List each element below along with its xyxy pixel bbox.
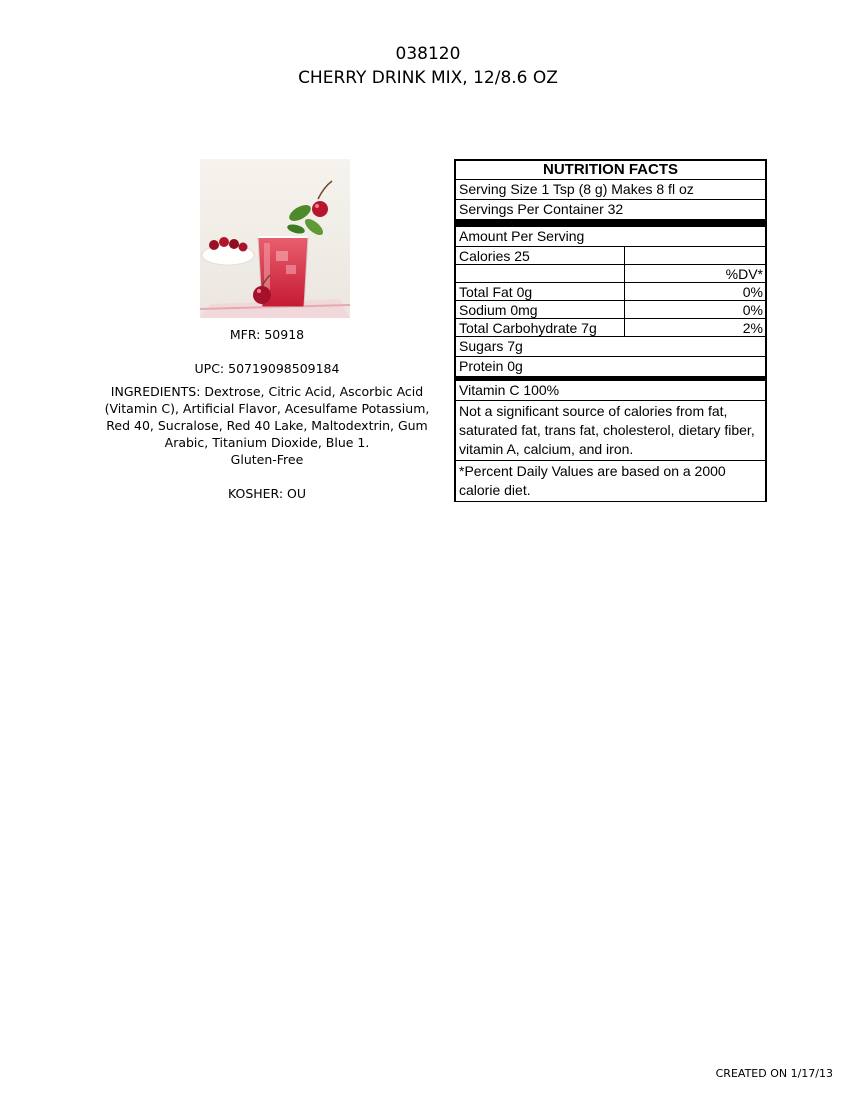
cherry-drink-image [200,159,350,318]
dv-header-blank [456,265,625,282]
servings-per-container: Servings Per Container 32 [456,200,765,227]
not-significant-note: Not a significant source of calories from fat, saturated fat, trans fat, cholesterol, dietary fiber, vitamin A, calcium, and iron. [456,401,765,461]
nutrient-dv: 2% [742,320,763,336]
dv-header: %DV* [725,266,763,282]
calories-dv-cell [625,247,765,264]
item-number: 038120 [395,44,461,64]
calories-label: Calories 25 [456,247,625,264]
nutrient-row [456,301,765,319]
nutrient-row [456,319,765,337]
page-header [0,42,850,90]
created-date: CREATED ON 1/17/13 [715,1067,833,1080]
protein-row: Protein 0g [456,357,765,381]
product-name: CHERRY DRINK MIX, 12/8.6 OZ [298,68,558,88]
mfr-number: MFR: 50918 [229,327,305,342]
calories-row [456,247,765,265]
serving-size: Serving Size 1 Tsp (8 g) Makes 8 fl oz [456,180,765,200]
amount-per-serving: Amount Per Serving [456,227,765,247]
dv-header-row [456,265,765,283]
ingredients-text: INGREDIENTS: Dextrose, Citric Acid, Ascorbic Acid (Vitamin C), Artificial Flavor, Acesulfame Potassium, Red 40, Sucralose, Red 40 Lake, Maltodextrin, Gum Arabic, Titanium Dioxide, Blue 1. [104,384,430,450]
nutrition-facts-table [454,159,767,502]
nutrition-facts-title: NUTRITION FACTS [456,161,765,180]
nutrient-dv: 0% [742,284,763,300]
nutrient-dv: 0% [742,302,763,318]
nutrient-label: Sodium 0mg [456,301,625,318]
daily-value-footnote: *Percent Daily Values are based on a 2000 calorie diet. [459,463,726,498]
vitamin-c-row: Vitamin C 100% [456,381,765,401]
sugars-row: Sugars 7g [456,337,765,357]
kosher-note: KOSHER: OU [227,486,307,501]
nutrient-label: Total Fat 0g [456,283,625,300]
upc-code: UPC: 50719098509184 [194,361,340,376]
gluten-free-note: Gluten-Free [230,452,304,467]
product-photo [200,159,350,318]
nutrient-label: Total Carbohydrate 7g [456,319,625,336]
nutrient-row [456,283,765,301]
